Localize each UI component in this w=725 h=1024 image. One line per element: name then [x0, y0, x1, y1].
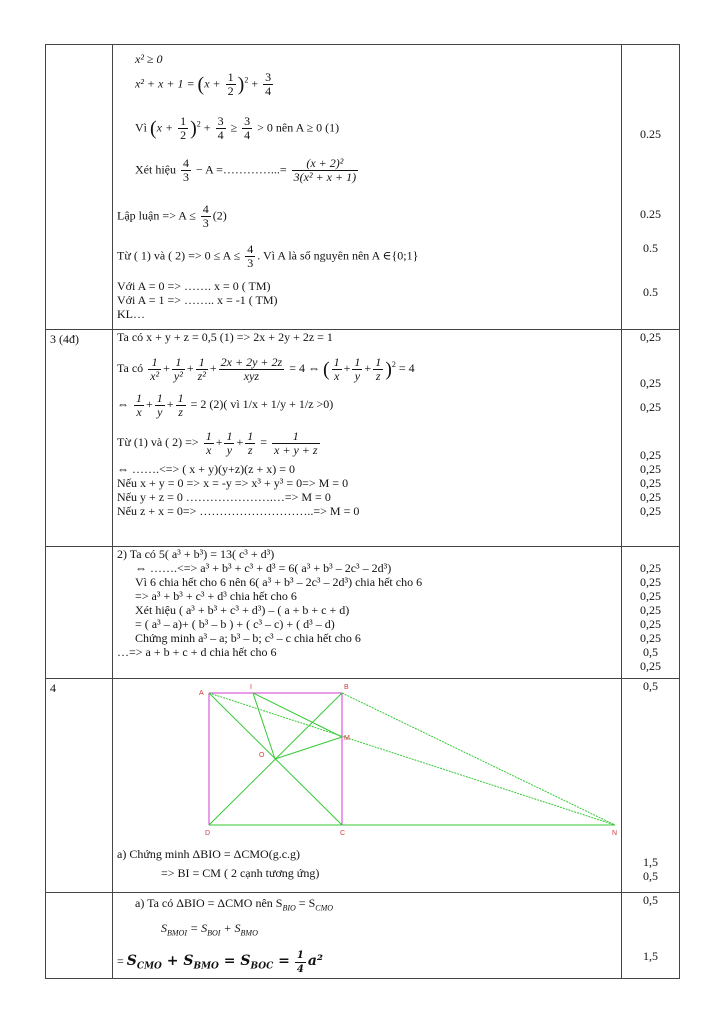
solution-line: a) Ta có ΔBIO = ΔCMO nên $S_{BIO} = S_{CMO}$	[135, 896, 334, 913]
fraction: $\frac{1}{\text{x²}}$	[150, 354, 160, 383]
solution-line: Với A = 1 => …….. x = -1 ( TM)	[117, 293, 278, 307]
score: 0,5	[643, 869, 658, 883]
question-label-cell	[46, 45, 113, 330]
question-label: 3 (4đ)	[50, 332, 79, 346]
score: 0.5	[643, 241, 658, 255]
solution-line: Xét hiệu $\frac{4}{3}$ − A =…………...= $\frac{\text{(x + 2)²}}{\text{3(x² + x + 1)}}$	[135, 156, 357, 184]
construction-lines	[209, 693, 615, 825]
score: 0,25	[640, 631, 661, 645]
fraction: $\frac{3}{4}$	[217, 114, 224, 142]
fraction: $\frac{1}{2}$	[227, 70, 234, 98]
score: 0,25	[640, 476, 661, 490]
question-label-cell	[46, 893, 113, 979]
label-o: O	[259, 752, 265, 759]
score: 0,25	[640, 589, 661, 603]
score: 0.25	[640, 127, 661, 141]
table-row	[46, 547, 680, 679]
fraction: $\frac{2x + 2y + 2z}{\text{xyz}}$	[220, 354, 283, 383]
score: 0,5	[643, 893, 658, 907]
fraction: $\frac{\text{(x + 2)²}}{\text{3(x² + x + 1)}}$	[293, 156, 357, 184]
solution-line: Với A = 0 => ……. x = 0 ( TM)	[117, 279, 271, 293]
question-label-cell	[46, 679, 113, 893]
score: 0.25	[640, 207, 661, 221]
solution-line: KL…	[117, 307, 145, 321]
label-c: C	[340, 830, 346, 837]
score: 0,5	[643, 679, 658, 693]
solution-line: Nếu x + y = 0 => x = -y => x³ + y³ = 0=> M = 0	[117, 476, 349, 490]
solution-cell	[113, 330, 622, 547]
score: 0,25	[640, 400, 661, 414]
fraction: $\frac{1}{x}$	[333, 354, 340, 383]
score-cell	[622, 893, 680, 979]
fraction: $\frac{3}{4}$	[265, 70, 272, 98]
segment-io	[253, 693, 275, 759]
label-m: M	[344, 735, 350, 742]
fraction: $\frac{1}{z}$	[177, 390, 184, 419]
solution-line: Xét hiệu ( a³ + b³ + c³ + d³) – ( a + b + c + d)	[135, 603, 350, 617]
solution-line: ⇔ …….<=> a³ + b³ + c³ + d³ = 6( a³ + b³ – 2c³ – 2d³)	[135, 561, 392, 575]
score: 0,25	[640, 575, 661, 589]
fraction: $\frac{1}{2}$	[180, 114, 187, 142]
score-cell	[622, 330, 680, 547]
table-row	[46, 893, 680, 979]
table-row	[46, 45, 680, 330]
fraction: $\frac{1}{4}$	[296, 949, 304, 975]
solution-line: => a³ + b³ + c³ + d³ chia hết cho 6	[135, 589, 297, 603]
score-cell	[622, 679, 680, 893]
fraction: $\frac{1}{\text{y²}}$	[173, 354, 183, 383]
score: 0,5	[643, 645, 658, 659]
solution-line: x² + x + 1 = (x + $\frac{1}{2}$ )$^2$ + $\frac{3}{4}$	[135, 70, 272, 98]
solution-line: x² ≥ 0	[135, 52, 163, 66]
question-label: 4	[50, 681, 56, 695]
fraction: $\frac{1}{z}$	[375, 354, 382, 383]
segment-om	[275, 737, 342, 759]
fraction: $\frac{4}{3}$	[202, 202, 209, 230]
solution-line: ⇔ $\frac{1}{x}$ + $\frac{1}{y}$ + $\frac{1}{z}$ = 2 (2)( vì 1/x + 1/y + 1/z >0)	[117, 390, 334, 419]
fraction: $\frac{1}{y}$	[354, 354, 361, 383]
score-cell	[622, 45, 680, 330]
fraction: $\frac{4}{3}$	[183, 156, 189, 184]
solution-line: = ( a³ – a)+ ( b³ – b ) + ( c³ – c) + ( d³ – d)	[135, 617, 335, 631]
solution-cell	[113, 45, 622, 330]
fraction: $\frac{1}{\text{z²}}$	[197, 354, 206, 383]
segment-im	[253, 693, 342, 737]
solution-line: Từ (1) và ( 2) => $\frac{1}{x}$ + $\frac{1}{y}$ + $\frac{1}{z}$ = $\frac{1}{x + y + z}$	[117, 428, 318, 457]
solution-line: Ta có $\frac{1}{\text{x²}}$ + $\frac{1}{\text{y²}}$ + $\frac{1}{\text{z²}}$ + $\frac{2x + 2y + 2z}{\text{xyz}}$ = 4 ⇔ ( $\frac{1}{x}$ + $\frac{1}{y}$ + $\frac{1}{z}$ )$^2$ = 4	[117, 354, 415, 383]
label-n: N	[612, 830, 618, 837]
answer-table	[45, 44, 680, 979]
fraction: $\frac{3}{4}$	[244, 114, 251, 142]
score: 0,25	[640, 504, 661, 518]
score: 0,25	[640, 617, 661, 631]
solution-cell	[113, 893, 622, 979]
fraction: $\frac{1}{y}$	[156, 390, 163, 419]
solution-line: Ta có x + y + z = 0,5 (1) => 2x + 2y + 2z = 1	[117, 330, 333, 344]
solution-line: Vì (x + $\frac{1}{2}$ )$^2$ + $\frac{3}{4}$ ≥ $\frac{3}{4}$ > 0 nên A ≥ 0 (1)	[135, 114, 340, 142]
score: 0,25	[640, 462, 661, 476]
question-label-cell	[46, 330, 113, 547]
fraction: $\frac{1}{x + y + z}$	[274, 428, 318, 457]
label-b: B	[344, 684, 349, 691]
solution-line: = $S_{CMO} + S_{BMO} = S_{BOC}$ = $\frac{1}{4}$ a²	[117, 949, 324, 975]
fraction: $\frac{1}{x}$	[136, 390, 142, 419]
figure-labels	[199, 684, 617, 837]
label-a: A	[199, 690, 204, 697]
score: 1,5	[643, 949, 658, 963]
solution-line: $S_{BMOI} = S_{BOI} + S_{BMO}$	[161, 921, 258, 938]
solution-cell	[113, 679, 622, 893]
score: 0,25	[640, 561, 661, 575]
solution-line: a) Chứng minh ΔBIO = ΔCMO(g.c.g)	[117, 847, 301, 861]
solution-line: Lập luận => A ≤ $\frac{4}{3}$ (2)	[117, 202, 227, 230]
fraction: $\frac{1}{y}$	[226, 428, 233, 457]
solution-line: ⇔ …….<=> ( x + y)(y+z)(z + x) = 0	[117, 462, 296, 476]
solution-cell	[113, 547, 622, 679]
label-i: I	[250, 684, 252, 691]
score-cell	[622, 547, 680, 679]
score: 0,25	[640, 376, 661, 390]
solution-line: 2) Ta có 5( a³ + b³) = 13( c³ + d³)	[117, 547, 275, 561]
solution-line: Nếu y + z = 0 ………………….…=> M = 0	[117, 490, 331, 504]
score: 0,25	[640, 330, 661, 344]
fraction: $\frac{4}{3}$	[247, 242, 254, 270]
score: 0.5	[643, 285, 658, 299]
score: 0,25	[640, 448, 661, 462]
score: 0,25	[640, 490, 661, 504]
solution-line: Chứng minh a³ – a; b³ – b; c³ – c chia hết cho 6	[135, 631, 361, 645]
score: 1,5	[643, 855, 658, 869]
solution-line: Từ ( 1) và ( 2) => 0 ≤ A ≤ $\frac{4}{3}$ . Vì A là số nguyên nên A ∈{0;1}	[117, 242, 419, 270]
fraction: $\frac{1}{z}$	[247, 428, 254, 457]
table-row	[46, 330, 680, 547]
question-label-cell	[46, 547, 113, 679]
segment-bn	[342, 693, 615, 825]
solution-line: Vì 6 chia hết cho 6 nên 6( a³ + b³ – 2c³ – 2d³) chia hết cho 6	[135, 575, 423, 589]
segment-an	[209, 693, 615, 825]
solution-line: …=> a + b + c + d chia hết cho 6	[117, 645, 277, 659]
fraction: $\frac{1}{x}$	[205, 428, 212, 457]
score: 0,25	[640, 603, 661, 617]
table-row	[46, 679, 680, 893]
label-d: D	[205, 830, 211, 837]
solution-line: Nếu z + x = 0=> ………………………..=> M = 0	[117, 504, 360, 518]
score: 0,25	[640, 659, 661, 673]
solution-line: => BI = CM ( 2 cạnh tương ứng)	[161, 866, 320, 880]
geometry-figure	[113, 679, 622, 839]
